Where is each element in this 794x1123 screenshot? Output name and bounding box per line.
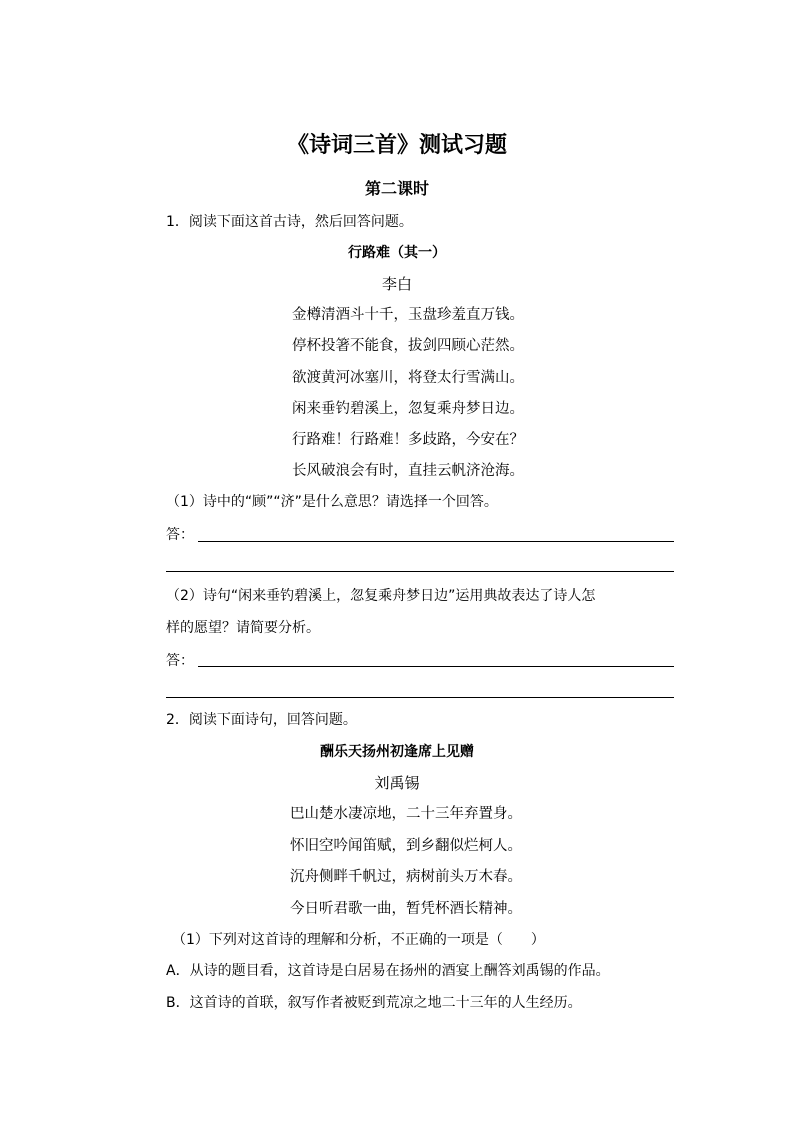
answer-line[interactable] bbox=[198, 541, 674, 542]
poem-2-title: 酬乐天扬州初逢席上见赠 bbox=[320, 744, 474, 760]
poem-1-line: 长风破浪会有时，直挂云帆济沧海。 bbox=[292, 463, 524, 479]
poem-2-author: 刘禹锡 bbox=[374, 774, 420, 792]
question-2-prompt: 2．阅读下面诗句，回答问题。 bbox=[166, 712, 357, 728]
poem-2-line: 今日听君歌一曲，暂凭杯酒长精神。 bbox=[290, 901, 522, 917]
answer-line[interactable] bbox=[166, 571, 674, 572]
poem-1-line: 金樽清酒斗十千，玉盘珍羞直万钱。 bbox=[292, 307, 524, 323]
answer-line[interactable] bbox=[166, 697, 674, 698]
question-1-part-2: （2）诗句“闲来垂钓碧溪上，忽复乘舟梦日边”运用典故表达了诗人怎 bbox=[166, 588, 596, 604]
poem-1-author: 李白 bbox=[381, 275, 412, 293]
question-1-part-1: （1）诗中的“顾”“济”是什么意思？请选择一个回答。 bbox=[166, 494, 498, 510]
answer-label: 答： bbox=[166, 653, 194, 669]
question-1-prompt: 1．阅读下面这首古诗，然后回答问题。 bbox=[166, 214, 413, 230]
answer-line[interactable] bbox=[198, 666, 674, 667]
option-b: B．这首诗的首联，叙写作者被贬到荒凉之地二十三年的人生经历。 bbox=[166, 995, 582, 1011]
poem-1-line: 欲渡黄河冰塞川，将登太行雪满山。 bbox=[292, 370, 524, 386]
answer-label: 答： bbox=[166, 527, 194, 543]
option-a: A．从诗的题目看，这首诗是白居易在扬州的酒宴上酬答刘禹锡的作品。 bbox=[166, 963, 610, 979]
question-1-part-2-continued: 样的愿望？请简要分析。 bbox=[166, 620, 320, 636]
page-title: 《诗词三首》测试习题 bbox=[286, 133, 507, 158]
poem-2-line: 沉舟侧畔千帆过，病树前头万木春。 bbox=[290, 869, 522, 885]
poem-2-line: 巴山楚水凄凉地，二十三年弃置身。 bbox=[290, 806, 522, 822]
question-2-part-1: （1）下列对这首诗的理解和分析，不正确的一项是（ ） bbox=[172, 932, 545, 948]
poem-1-line: 停杯投箸不能食，拔剑四顾心茫然。 bbox=[292, 338, 524, 354]
page-subtitle: 第二课时 bbox=[364, 179, 429, 198]
poem-1-line: 行路难！行路难！多歧路，今安在？ bbox=[292, 432, 524, 448]
poem-1-line: 闲来垂钓碧溪上，忽复乘舟梦日边。 bbox=[292, 401, 524, 417]
poem-1-title: 行路难（其一） bbox=[348, 245, 446, 261]
poem-2-line: 怀旧空吟闻笛赋，到乡翻似烂柯人。 bbox=[290, 838, 522, 854]
